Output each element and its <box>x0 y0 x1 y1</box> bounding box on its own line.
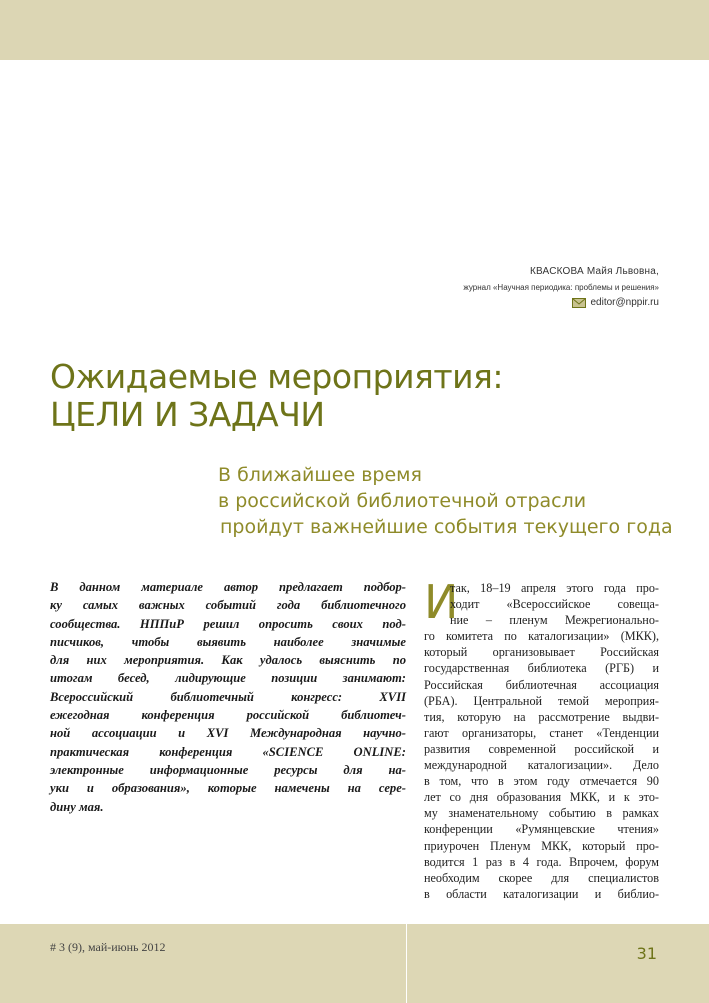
body-line: го комитета по каталогизации» (МКК), <box>424 629 659 644</box>
lead-line: для них мероприятия. Как удалось выяснить по <box>50 653 406 668</box>
author-email[interactable]: editor@nppir.ru <box>590 297 659 308</box>
body-line: ние – пленум Межрегионально- <box>450 613 659 628</box>
lead-line: ку самых важных событий года библиотечного <box>50 598 406 613</box>
lead-line: дину мая. <box>50 799 104 814</box>
body-line: необходим скорее для специалистов <box>424 870 659 885</box>
body-line: (РБА). Центральной темой мероприя- <box>424 693 659 708</box>
body-line: так, 18–19 апреля этого года про- <box>450 581 659 595</box>
lead-line: писчиков, чтобы выявить наиболее значимые <box>50 634 406 649</box>
lead-line: ежегодная конференция российской библиотеч- <box>50 708 406 723</box>
author-name: КВАСКОВА Майя Львовна, <box>529 266 659 277</box>
body-line: в том, что в этом году отмечается 90 <box>424 774 659 789</box>
body-line: в области каталогизации и библио- <box>424 886 659 901</box>
lead-line: уки и образования», которые намечены на сере- <box>50 781 406 796</box>
body-line: Российская библиотечная ассоциация <box>424 677 659 692</box>
article-subtitle <box>0 462 673 540</box>
issue-info: # 3 (9), май-июнь 2012 <box>50 940 166 954</box>
body-column <box>424 575 659 902</box>
body-line: тия, которую на рассмотрение выдви- <box>424 709 659 724</box>
page-footer <box>0 924 709 1003</box>
body-line: конференции «Румянцевские чтения» <box>424 822 659 837</box>
lead-line: ной ассоциации и XVI Международная научно- <box>50 726 406 741</box>
article-title <box>50 358 503 434</box>
title-line-1: Ожидаемые мероприятия: <box>50 357 504 396</box>
author-journal: журнал «Научная периодика: проблемы и решения» <box>463 283 659 292</box>
body-line: ходит «Всероссийское совеща- <box>450 597 659 612</box>
footer-divider <box>406 924 407 1003</box>
drop-cap: И <box>424 575 459 629</box>
lead-line: В данном материале автор предлагает подбор- <box>50 580 406 594</box>
body-line: государственная библиотека (РГБ) и <box>424 661 659 676</box>
subtitle-line-1: В ближайшее время <box>218 464 422 486</box>
page-number: 31 <box>636 944 657 963</box>
body-line: международной каталогизации». Дело <box>424 758 659 773</box>
author-block <box>463 266 659 308</box>
subtitle-line-2: в российской библиотечной отрасли <box>218 490 587 512</box>
lead-line: практическая конференция «SCIENCE ONLINE: <box>50 744 406 759</box>
top-color-band <box>0 0 709 60</box>
lead-paragraph <box>50 578 406 816</box>
body-line: который организовывает Российская <box>424 645 659 660</box>
body-line: лет со дня образования МКК, и к это- <box>424 790 659 805</box>
mail-icon <box>572 298 586 308</box>
body-line: му знаменательному событию в рамках <box>424 806 659 821</box>
author-email-row <box>463 297 659 308</box>
body-line: развития современной российской и <box>424 741 659 756</box>
lead-line: итогам бесед, лидирующие позиции занимают: <box>50 671 406 686</box>
body-line: водится 1 раз в 4 года. Впрочем, форум <box>424 854 659 869</box>
body-line: приурочен Пленум МКК, который про- <box>424 838 659 853</box>
subtitle-line-3: пройдут важнейшие события текущего года <box>220 516 673 538</box>
body-line: гают организаторы, станет «Тенденции <box>424 725 659 740</box>
lead-line: Всероссийский библиотечный конгресс: XVII <box>50 689 406 704</box>
lead-line: электронные информационные ресурсы для на- <box>50 762 406 777</box>
lead-line: сообщества. НППиР решил опросить своих под- <box>50 616 406 631</box>
title-line-2: ЦЕЛИ И ЗАДАЧИ <box>50 395 325 434</box>
